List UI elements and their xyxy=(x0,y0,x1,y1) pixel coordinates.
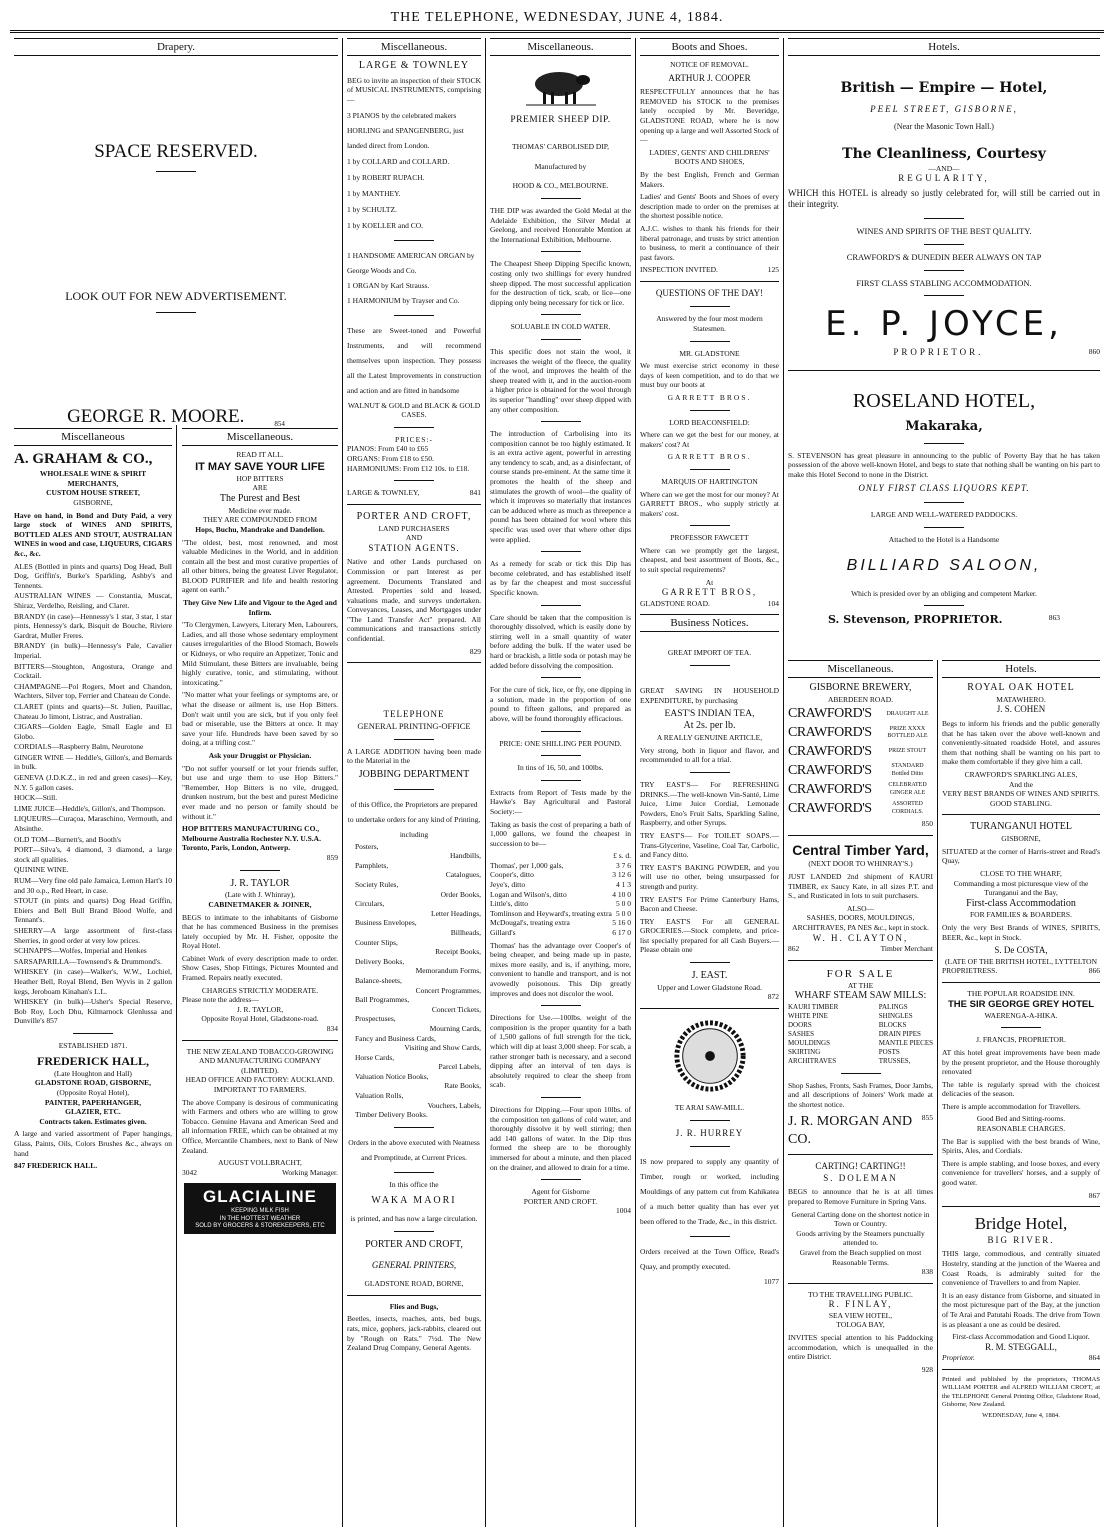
table-cell: 3 7 6 xyxy=(616,860,631,870)
list-item: SARSAPARILLA—Townsend's & Drummond's. xyxy=(14,956,162,966)
list-item: Counter Slips, xyxy=(355,937,398,947)
list-item: SASHES xyxy=(788,1030,815,1038)
large-townley-column: Miscellaneous. LARGE & TOWNLEY BEG to invite an inspection of their STOCK of MUSICAL INSTRUMENTS, comprising— 3 PIANOS by the celebrated makers HORLING and SPANGENBERG, just landed direct from London. 1 by COLLARD and COLLARD. 1 by ROBERT RUPACH. 1 by MANTHEY. 1 by SCHULTZ. 1 by KOELLER and CO. 1 HANDSOME AMERICAN ORGAN by George Woods and Co. 1 ORGAN by Karl Strauss. 1 HARMONIUM by Trayser and Co. These are Sweet-toned and Powerful Instruments, and will recommend themselves upon inspection. They possess all the Latest Improvements in construction and action and are fitted in handsome WALNUT & GOLD and BLACK & GOLD CASES. PRICES:- PIANOS: From £40 to £65 ORGANS: From £18 to £50. HARMONIUMS: From £12 10s. to £18. LARGE & TOWNLEY, 841 PORTER AND CROFT, LAND PURCHASERS AND STATION AGENTS. Native and other Lands purchased on Commission or part Interest as per agreement. Documents Translated and Attested. Properties sold and leased, valuations made, and surveys undertaken. Conveyances, Leases, and Mortgages under "The Land Transfer Act" prepared. All communications and transactions strictly confidential. 829 TELEPHONE GENERAL PRINTING-OFFICE A LARGE ADDITION having been made to the Material in the JOBBING DEPARTMENT of this Office, the Proprietors are prepared to undertake orders for any kind of Printing, including Posters, Handbills, Pamphlets, Catalogues, Society Rules, Order Books, Circulars, Letter Headings, Business Envelopes, Billheads, Counter Slips, Receipt Books, Delivery Books, Memorandum Forms, Balance-sheets, Concert Programmes, Ball Programmes, Concert Tickets, Prospectuses, Mourning Cards, Fancy and Business Cards, Visiting and Show Cards, Horse Cards, Parcel Labels, Valuation Notice Books, Rate Books, Valuation Rolls, Vouchers, Labels, Timber Delivery Books. Orders in the above executed with Neatness and Promptitude, at Current Prices. In this office the WAKA MAORI is printed, and has now a large circulation. PORTER AND CROFT, GENERAL PRINTERS, GLADSTONE ROAD, BORNE, Flies and Bugs, Beetles, insects, roaches, ants, bed bugs, rats, mice, gophers, jack-rabbits, cleared out by "Rough on Rats." 7½d. The New Zealand Drug Company, General Agents. xyxy=(343,38,485,1528)
list-item: Mourning Cards, xyxy=(429,1023,481,1033)
list-item: Concert Programmes, xyxy=(415,985,481,995)
graham-title: A. GRAHAM & CO., xyxy=(14,451,153,468)
list-item: DOORS xyxy=(788,1021,812,1030)
list-item: Ball Programmes, xyxy=(355,995,410,1005)
brew-name: CRAWFORD'S xyxy=(788,744,872,760)
table-cell: 4 10 0 xyxy=(612,889,631,899)
list-item: SHINGLES xyxy=(878,1012,913,1021)
list-item: 1 by KOELLER and CO. xyxy=(347,220,424,230)
list-item: MOULDINGS xyxy=(788,1038,830,1047)
section-header: Drapery. xyxy=(14,38,338,56)
list-item: Handbills, xyxy=(449,851,481,861)
list-item: Circulars, xyxy=(355,899,385,909)
brew-type: PRIZE STOUT xyxy=(888,748,927,755)
list-item: BITTERS—Stoughton, Angostura, Orange and Cocktail. xyxy=(14,661,172,681)
list-item: Business Envelopes, xyxy=(355,918,417,928)
table-row xyxy=(490,851,631,861)
table-row xyxy=(490,909,631,919)
table-cell: McDougal's, treating extra xyxy=(490,918,570,928)
brew-name: CRAWFORD'S xyxy=(788,706,872,722)
list-item: Visiting and Show Cards, xyxy=(404,1043,481,1053)
list-item: LIME JUICE—Heddle's, Gillon's, and Thompson. xyxy=(14,803,166,813)
brew-name: CRAWFORD'S xyxy=(788,725,872,741)
table-row xyxy=(490,928,631,938)
boots-column: Boots and Shoes. NOTICE OF REMOVAL. ARTHUR J. COOPER RESPECTFULLY announces that he has REMOVED his STOCK to the premises lately occupied by Mr. Beveridge, GLADSTONE ROAD, where he is now opening up a large and well Assorted Stock of— LADIES', GENTS' AND CHILDRENS' BOOTS AND SHOES, By the best English, French and German Makers. Ladies' and Gents' Boots and Shoes of every description made to order on the premises at the shortest possible notice. A.J.C. wishes to thank his friends for their liberal patronage, and trusts by strict attention to business, to merit a continuance of their past favors. INSPECTION INVITED. 125 QUESTIONS OF THE DAY! Answered by the four most modern Statesmen. MR. GLADSTONE We must exercise strict economy in these days of keen competition, and to do that we must buy our boots at GARRETT BROS. LORD BEACONSFIELD: Where can we get the best for our money, at makers' cost? At GARRETT BROS. MARQUIS OF HARTINGTON Where can we get the most for our money? At GARRETT BROS., who supply strictly at makers' cost. PROFESSOR FAWCETT Where can we promptly get the largest, cheapest, and best assortment of Boots, &c., to suit special requirements? At GARRETT BROS, GLADSTONE ROAD. 104 Business Notices. GREAT IMPORT OF TEA. GREAT SAVING IN HOUSEHOLD EXPENDITURE, by purchasing EAST'S INDIAN TEA, At 2s. per lb. A REALLY GENUINE ARTICLE, Very strong, both in liquor and flavor, and recommended to all for a trial. TRY EAST'S— For REFRESHING DRINKS.—The well-known Vin-Santé, Lime Juice, Lime Juice Cordial, Lemonade Powders, Eno's Fruit Salts, Sparkling Saline, Raspberry, and other Syrups. TRY EAST'S— For TOILET SOAPS.—Trans-Glycerine, Vaseline, Coal Tar, Carbolic, and Fancy ditto. TRY EAST'S BAKING POWDER, and you will use no other, being unsurpassed for strength and purity. TRY EAST'S For Prime Canterbury Hams, Bacon and Cheese. TRY EAST'S For all GENERAL GROCERIES.—Stock complete, and price-list specially prepared for all Cash Buyers.—Please obtain one J. EAST. Upper and Lower Gladstone Road. 872 TE ARAI SAW-MILL. J. R. HURREY IS now prepared to supply any quantity of Timber, rough or worked, including Mouldings of any pattern cut from Kahikatea of a much better quality than has ever yet been offered to the Trade, &c., in this district. Orders received at the Town Office, Read's Quay, and promptly executed. 1077 xyxy=(636,38,783,1528)
drapery-section: Drapery. SPACE RESERVED. LOOK OUT FOR NEW ADVERTISEMENT. GEORGE R. MOORE. 854 xyxy=(10,38,342,423)
hop-bitters-column: Miscellaneous. READ IT ALL. IT MAY SAVE YOUR LIFE HOP BITTERS ARE The Purest and Best Medicine ever made. THEY ARE COMPOUNDED FROM Hops, Buchu, Mandrake and Dandelion. "The oldest, best, most renowned, and most valuable Medicines in the World, and in addition contain all the best and most curative properties of all other bitters, being the greatest Liver Regulator, BLOOD PURIFIER and life and health restoring agent on earth." They Give New Life and Vigour to the Aged and Infirm. "To Clergymen, Lawyers, Literary Men, Labourers, Ladies, and all those whose sedentary employment causes irregularities of the Blood Stomach, Bowels or Kidneys, or who require an Appetizer, Tonic and Mild Stimulant, these Bitters are invaluable, being highly curative, tonic, and stimulating, without intoxicating." "No matter what your feelings or symptoms are, or what the disease or ailment is, use Hop Bitters. Don't wait until you are sick, but if you only feel bad or miserable, use the Bitters at once. It may save your life. Hundreds have been saved by so doing, at a trifling cost." Ask your Druggist or Physician. "Do not suffer yourself or let your friends suffer, but use and urge them to use Hop Bitters." "Remember, Hop Bitters is no vile, drugged, drunken nostrum, but the best and purest Medicine ever made and no person or family should be without it." HOP BITTERS MANUFACTURING CO., Melbourne Australia Rochester N.Y. U.S.A. Toronto, Paris, London, Antwerp. 859 J. R. TAYLOR (Late with J. Whinray), CABINETMAKER & JOINER, BEGS to intimate to the inhabitants of Gisborne that he has commenced Business in the premises lately occupied by Mr. H. Fisher, opposite the Royal Hotel. Cabinet Work of every description made to order. Show Cases, Shop Fittings, Pictures Mounted and Framed. Repairs neatly executed. CHARGES STRICTLY MODERATE. Please note the address— J. R. TAYLOR, Opposite Royal Hotel, Gladstone-road. 834 THE NEW ZEALAND TOBACCO-GROWING AND MANUFACTURING COMPANY (LIMITED). HEAD OFFICE AND FACTORY: AUCKLAND. IMPORTANT TO FARMERS. The above Company is desirous of communicating with Farmers and others who are willing to grow Tobacco. Genuine Havana and American Seed and all information FREE, which can be obtained at my Office, Mercantile Chambers, next to Bank of New Zealand. AUGUST VOLLBRACHT, 3042 Working Manager. GLACIALINE KEEPING MILK FISH IN THE HOTTEST WEATHER SOLD BY GROCERS & STOREKEEPERS, ETC xyxy=(178,428,342,1528)
list-item: 1 by MANTHEY. xyxy=(347,188,401,198)
list-item: Valuation Notice Books, xyxy=(355,1071,429,1081)
hop-title: IT MAY SAVE YOUR LIFE xyxy=(195,460,325,473)
list-item: WHISKEY (in bulk)—Usher's Special Reserve, Bob Roy, Loch Dhu, Kilmarnock Glenlussa and Dunville's 857 xyxy=(14,997,172,1026)
list-item xyxy=(788,781,933,799)
list-item: STOUT (in pints and quarts) Dog Head Griffin, Ebiers and Bell Bull Brand Blood Wolfe, and Tennant's. xyxy=(14,896,172,925)
list-item: CHAMPAGNE—Pol Rogers, Moet and Chandon, Wachters, Silver top, Ferrier and Chateau de Conde. xyxy=(14,681,172,701)
list-item: KAURI TIMBER xyxy=(788,1003,839,1012)
list-item: HOCK—Still. xyxy=(14,793,58,803)
graham-items xyxy=(14,562,172,1026)
list-item: Receipt Books, xyxy=(435,947,481,957)
list-item: Letter Headings, xyxy=(431,908,481,918)
list-item: Prospectuses, xyxy=(355,1014,396,1024)
table-row xyxy=(490,890,631,900)
hotels-lower-column: Hotels. ROYAL OAK HOTEL MATAWHERO. J. S. COHEN Begs to inform his friends and the public generally that he has taken over the above well-known and conveniently-situated roadside Hotel, and assures them that nothing shall be wanting on his part to make them comfortable if they give him a call. CRAWFORD'S SPARKLING ALES, And the VERY BEST BRANDS OF WINES AND SPIRITS. GOOD STABLING. TURANGANUI HOTEL GISBORNE, SITUATED at the corner of Harris-street and Read's Quay, CLOSE TO THE WHARF, Commanding a most picturesque view of the Turanganui and the Bay, First-class Accommodation FOR FAMILIES & BOARDERS. Only the very Best Brands of WINES, SPIRITS, BEER, &c., kept in Stock. S. De COSTA, (LATE OF THE BRITISH HOTEL, LYTTELTON PROPRIETRESS. 866 THE POPULAR ROADSIDE INN. THE SIR GEORGE GREY HOTEL WAERENGA-A-HIKA. J. FRANCIS, PROPRIETOR. AT this hotel great improvements have been made by the present proprietor, and the House thoroughly renovated The table is regularly spread with the choicest delicacies of the season. There is ample accommodation for Travellers. Good Bed and Sitting-rooms. REASONABLE CHARGES. The Bar is supplied with the best brands of Wine, Spirits, Ales, and Cordials. There is ample stabling, and loose boxes, and every convenience for travellers' horses, and a supply of good water. 867 Bridge Hotel, BIG RIVER. THIS large, commodious, and centrally situated Hostelry, standing at the junction of the Waerea and Coast Roads, is admirably suited for the convenience of Travellers to and from Napier. It is an easy distance from Gisborne, and situated in the most picturesque part of the Bay, at the junction of Te Arai and Patutahi Roads. The drive from Town is as pleasant a one as could be desired. First-class Accommodation and Good Liquor. R. M. STEGGALL, Proprietor. 864 Printed and published by the proprietors, THOMAS WILLIAM PORTER and ALFRED WILLIAM CROFT, at the TELEPHONE General Printing Office, Gladstone Road, Gisborne, New Zealand. WEDNESDAY, June 4, 1884. xyxy=(938,660,1104,1528)
list-item: TRY EAST'S For Prime Canterbury Hams, Bacon and Cheese. xyxy=(640,894,779,914)
list-item: DRAIN PIPES xyxy=(878,1030,921,1038)
list-item: Horse Cards, xyxy=(355,1052,395,1062)
list-item: BRANDY (in bulk)—Hennessy's Pale, Cavalier Imperial. xyxy=(14,641,172,660)
table-cell: 5 16 0 xyxy=(612,918,631,928)
sheep-illustration xyxy=(521,62,601,108)
list-item: CLARET (pints and quarts)—St. Julien, Pauillac, Chateau Jo limont, Listrac, and Australian. xyxy=(14,701,172,721)
list-item: BLOCKS xyxy=(878,1021,907,1030)
list-item: TRY EAST'S— For TOILET SOAPS.—Trans-Glycerine, Vaseline, Coal Tar, Carbolic, and Fancy ditto. xyxy=(640,830,779,860)
brew-type: DRAUGHT ALE xyxy=(886,710,929,717)
table-cell: 5 0 0 xyxy=(616,899,631,909)
list-item: WHISKEY (in case)—Walker's, W.W., Lochiel, Heather Bell, Royal Blend, Ben Wyvis in 2 gallon kegs, Jeroboam Kinahan's L.L. xyxy=(14,967,172,996)
list-item: SHERRY—A large assortment of first-class Sherries, in good order at very low prices. xyxy=(14,925,172,945)
table-row xyxy=(490,870,631,880)
list-item: AUSTRALIAN WINES — Constantia, Muscat, Shiraz, Verdelho, Reisling, and Claret. xyxy=(14,591,172,610)
list-item: QUININE WINE. xyxy=(14,865,69,875)
list-item: TRY EAST'S For all GENERAL GROCERIES.—Stock complete, and price-list specially prepared for all Cash Buyers.—Please obtain one xyxy=(640,916,779,955)
brew-name: CRAWFORD'S xyxy=(788,801,872,816)
list-item: Vouchers, Labels, xyxy=(427,1100,481,1110)
brew-type: ASSORTED CORDIALS. xyxy=(891,801,924,815)
table-cell: 4 1 3 xyxy=(616,880,631,890)
list-item: GINGER WINE — Heddle's, Gillon's, and Bernards in bulk. xyxy=(14,752,172,772)
roseland-hotel: ROSELAND HOTEL, xyxy=(852,390,1036,413)
list-item: Posters, xyxy=(355,841,379,851)
brew-type: STANDARD Bottled Ditto xyxy=(891,763,924,778)
list-item: Rate Books, xyxy=(444,1081,481,1091)
list-item: 1 by SCHULTZ. xyxy=(347,204,397,214)
list-item: Parcel Labels, xyxy=(438,1062,481,1072)
brew-type: CELEBRATED GINGER ALE xyxy=(888,782,927,797)
table-cell: 6 17 0 xyxy=(612,928,631,938)
list-item: CORDIALS—Raspberry Balm, Neurotone xyxy=(14,742,144,752)
saw-blade-illustration xyxy=(671,1017,749,1095)
list-item: Pamphlets, xyxy=(355,860,389,870)
masthead-rule xyxy=(10,30,1104,33)
list-item xyxy=(788,705,933,723)
graham-ad: Miscellaneous A. GRAHAM & CO., WHOLESALE WINE & SPIRIT MERCHANTS, CUSTOM HOUSE STREET, GISBORNE, Have on hand, in Bond and Duty Paid, a very large stock of WINES AND SPIRITS, BOTTLED ALES AND STOUT, AUSTRALIAN WINES in wood and case, LIQUEURS, CIGARS &c., &c. ALES (Bottled in pints and quarts) Dog Head, Bull Dog, Griffin's, Burke's Sparkling, Ashby's and Tennents. AUSTRALIAN WINES — Constantia, Muscat, Shiraz, Verdelho, Reisling, and Claret. BRANDY (in case)—Hennessy's 1 star, 3 star, 1 star pints, Hennessy's dark, Bisquit de Bouche, Riviere Gardrat, Muller Freres. BRANDY (in bulk)—Hennessy's Pale, Cavalier Imperial. BITTERS—Stoughton, Angostura, Orange and Cocktail. CHAMPAGNE—Pol Rogers, Moet and Chandon, Wachters, Silver top, Ferrier and Chateau de Conde. CLARET (pints and quarts)—St. Julien, Pauillac, Chateau Jo limont, Listrac, and Australian. CIGARS—Golden Eagle, Small Eagle and El Globo. CORDIALS—Raspberry Balm, Neurotone GINGER WINE — Heddle's, Gillon's, and Bernards in bulk. GENEVA (J.D.K.Z., in red and green cases)—Key, N.Y. 5 gallon cases. HOCK—Still. LIME JUICE—Heddle's, Gillon's, and Thompson. LIQUEURS—Curaçoa, Maraschino, Vermouth, and Absinthe. OLD TOM—Burnett's, and Booth's PORT—Silva's, 4 diamond, 3 diamond, a large stock all qualities. QUININE WINE. RUM—Very fine old pale Jamaica, Lemon Hart's 10 and 30 o.p., Red Heart, in case. STOUT (in pints and quarts) Dog Head Griffin, Ebiers and Bell Bull Brand Blood Wolfe, and Tennant's. SHERRY—A large assortment of first-class Sherries, in good order at very low prices. SCHNAPPS—Wolfes, Imperial and Henkes SARSAPARILLA—Townsend's & Drummond's. WHISKEY (in case)—Walker's, W.W., Lochiel, Heather Bell, Royal Blend, Ben Wyvis in 2 gallon kegs, Jeroboam Kinahan's L.L. WHISKEY (in bulk)—Usher's Special Reserve, Bob Roy, Loch Dhu, Kilmarnock Glenlussa and Dunville's 857 ESTABLISHED 1871. FREDERICK HALL, (Late Houghton and Hall) GLADSTONE ROAD, GISBORNE, (Opposite Royal Hotel), PAINTER, PAPERHANGER, GLAZIER, ETC. Contracts taken. Estimates given. A large and varied assortment of Paper hangings, Glass, Paints, Oils, Colors Brushes &c., always on hand 847 FREDERICK HALL. xyxy=(10,428,176,1528)
table-row xyxy=(490,899,631,909)
hotels-section: Hotels. British — Empire — Hotel, PEEL STREET, GISBORNE, (Near the Masonic Town Hall.) The Cleanliness, Courtesy —AND— REGULARITY, WHICH this HOTEL is already so justly celebrated for, will still be carried out in their integrity. WINES AND SPIRITS OF THE BEST QUALITY. CRAWFORD'S & DUNEDIN BEER ALWAYS ON TAP FIRST CLASS STABLING ACCOMMODATION. E. P. JOYCE, PROPRIETOR. 860 ROSELAND HOTEL, Makaraka, S. STEVENSON has great pleasure in announcing to the public of Poverty Bay that he has taken possession of the above well-known Hotel, and begs to state that nothing shall be wanting on his part to make this Hotel Second to none in the District. ONLY FIRST CLASS LIQUORS KEPT. LARGE AND WELL-WATERED PADDOCKS. Attached to the Hotel is a Handsome BILLIARD SALOON, Which is presided over by an obliging and competent Marker. S. Stevenson, PROPRIETOR. 863 xyxy=(784,38,1104,658)
table-cell: Cooper's, ditto xyxy=(490,870,534,880)
list-item: Memorandum Forms, xyxy=(415,966,481,976)
list-item: RUM—Very fine old pale Jamaica, Lemon Hart's 10 and 30 o.p., Red Heart, in case. xyxy=(14,876,172,895)
list-item: POSTS xyxy=(878,1047,900,1056)
table-cell: Thomas', per 1,000 gals, xyxy=(490,860,564,870)
list-item: LIQUEURS—Curaçoa, Maraschino, Vermouth, and Absinthe. xyxy=(14,814,172,834)
masthead: THE TELEPHONE, WEDNESDAY, JUNE 4, 1884. xyxy=(390,10,724,25)
list-item: Valuation Rolls, xyxy=(355,1091,404,1101)
list-item: Timber Delivery Books. xyxy=(355,1110,428,1120)
table-cell: £ s. d. xyxy=(613,851,631,861)
list-item: 1 by ROBERT RUPACH. xyxy=(347,172,425,182)
list-item: Order Books, xyxy=(440,889,481,899)
list-item: 1 by COLLARD and COLLARD. xyxy=(347,156,450,166)
list-item: Delivery Books, xyxy=(355,956,405,966)
list-item: Fancy and Business Cards, xyxy=(355,1033,436,1043)
list-item: PALINGS xyxy=(878,1003,908,1012)
list-item xyxy=(788,724,933,742)
list-item: 3 PIANOS by the celebrated makers HORLING and SPANGENBERG, just landed direct from London. xyxy=(347,110,464,150)
list-item: MANTLE PIECES xyxy=(878,1038,933,1047)
list-item: Catalogues, xyxy=(445,870,481,880)
ep-joyce: E. P. JOYCE, xyxy=(825,304,1063,345)
glacialine-ad: GLACIALINE KEEPING MILK FISH IN THE HOTTEST WEATHER SOLD BY GROCERS & STOREKEEPERS, ETC xyxy=(184,1183,336,1234)
table-cell: Gillard's xyxy=(490,928,516,938)
brewery-column: Miscellaneous. GISBORNE BREWERY, ABERDEEN ROAD. CRAWFORD'S DRAUGHT ALE CRAWFORD'S PRIZE XXXX BOTTLED ALE CRAWFORD'S PRIZE STOUT CRAWFORD'S STANDARD Bottled Ditto CRAWFORD'S CELEBRATED GINGER ALE CRAWFORD'S ASSORTED CORDIALS. 850 Central Timber Yard, (NEXT DOOR TO WHINRAY'S.) JUST LANDED 2nd shipment of KAURI TIMBER, ex Saucy Kate, in all sizes P.T. and S., and Rusticated in lots to suit purchasers. ALSO— SASHES, DOORS, MOULDINGS, ARCHITRAVES, PA NES &c., kept in stock. W. H. CLAYTON, 862 Timber Merchant FOR SALE AT THE WHARF STEAM SAW MILLS: KAURI TIMBER WHITE PINE DOORS SASHES MOULDINGS SKIRTING ARCHITRAVES PALINGS SHINGLES BLOCKS DRAIN PIPES MANTLE PIECES POSTS TRUSSES, Shop Sashes, Fronts, Sash Frames, Door Jambs, and all descriptions of Joiners' Work made at the shortest notice. J. R. MORGAN AND CO. 855 CARTING! CARTING!! S. DOLEMAN BEGS to announce that he is at all times prepared to Remove Furniture in Spring Vans. General Carting done on the shortest notice in Town or Country. Goods arriving by the Steamers punctually attended to. Gravel from the Beach supplied on most Reasonable Terms. 838 TO THE TRAVELLING PUBLIC. R. FINLAY, SEA VIEW HOTEL, TOLOGA BAY, INVITES special attention to his Paddocking accommodation, which is unequalled in the entire District. 928 xyxy=(784,660,937,1528)
table-cell: Jeye's, ditto xyxy=(490,880,526,890)
list-item: OLD TOM—Burnett's, and Booth's xyxy=(14,834,122,844)
lookout-notice: LOOK OUT FOR NEW ADVERTISEMENT. xyxy=(65,289,287,304)
list-item: WHITE PINE xyxy=(788,1012,828,1021)
space-reserved: SPACE RESERVED. xyxy=(94,141,258,163)
list-item: BRANDY (in case)—Hennessy's 1 star, 3 star, 1 star pints, Hennessy's dark, Bisquit de Bouche, Riviere Gardrat, Muller Freres. xyxy=(14,611,172,640)
list-item: Concert Tickets, xyxy=(431,1004,481,1014)
brew-type: PRIZE XXXX BOTTLED ALE xyxy=(887,725,928,740)
list-item: Balance-sheets, xyxy=(355,975,402,985)
table-cell: Little's, ditto xyxy=(490,899,529,909)
table-row xyxy=(490,861,631,871)
george-moore: GEORGE R. MOORE. xyxy=(67,405,245,427)
table-cell: Logan and Wilson's, ditto xyxy=(490,889,567,899)
table-row xyxy=(490,880,631,890)
list-item: GENEVA (J.D.K.Z., in red and green cases)—Key, N.Y. 5 gallon cases. xyxy=(14,773,172,792)
list-item: TRY EAST'S BAKING POWDER, and you will use no other, being unsurpassed for strength and purity. xyxy=(640,862,779,891)
british-empire-hotel: British — Empire — Hotel, xyxy=(840,80,1048,97)
premier-sheep-dip: PREMIER SHEEP DIP. xyxy=(510,115,611,126)
list-item: CIGARS—Golden Eagle, Small Eagle and El Globo. xyxy=(14,722,172,741)
list-item xyxy=(788,762,933,780)
list-item: Society Rules, xyxy=(355,880,399,889)
table-row xyxy=(490,918,631,928)
brew-name: CRAWFORD'S xyxy=(788,763,872,779)
table-cell: 5 0 0 xyxy=(616,908,631,918)
list-item: ALES (Bottled in pints and quarts) Dog Head, Bull Dog, Griffin's, Burke's Sparkling, Ashby's and Tennents. xyxy=(14,561,172,590)
list-item: Billheads, xyxy=(450,927,481,937)
brew-name: CRAWFORD'S xyxy=(788,782,872,798)
list-item: TRY EAST'S— For REFRESHING DRINKS.—The well-known Vin-Santé, Lime Juice, Lime Juice Cordial, Lemonade Powders, Eno's Fruit Salts, Sparkling Saline, Raspberry, and other Syrups. xyxy=(640,779,779,828)
list-item: TRUSSES, xyxy=(878,1056,911,1065)
list-item: SKIRTING xyxy=(788,1047,821,1056)
list-item: ARCHITRAVES xyxy=(788,1056,837,1065)
list-item: SCHNAPPS—Wolfes, Imperial and Henkes xyxy=(14,946,147,956)
list-item xyxy=(788,800,933,818)
table-cell: 3 12 6 xyxy=(612,870,631,880)
list-item xyxy=(788,743,933,761)
table-cell: Tomlinson and Heyward's, treating extra xyxy=(490,908,612,918)
list-item: PORT—Silva's, 4 diamond, 3 diamond, a large stock all qualities. xyxy=(14,845,172,864)
sheep-dip-column: Miscellaneous. PREMIER SHEEP DIP. THOMAS' CARBOLISED DIP, Manufactured by HOOD & CO., MELBOURNE. THE DIP was awarded the Gold Medal at the Adelaide Exhibition, the Silver Medal at Geelong, and received Honorable Mention at the International Exhibition, Melbourne. The Cheapest Sheep Dipping Specific known, costing only two shillings for every hundred sheep dipped. The most successful application for the destruction of tick, scab, or lice—one dipping only being necessary for tick or lice. SOLUABLE IN COLD WATER. This specific does not stain the wool, it increases the weight of the fleece, the quality of the wool, and improves the health of the sheep treated with it, and in the auction-room a higher price is obtained for the wool through its superior "handling" over sheep dipped with any other composition. The introduction of Carbolising into its composition cannot be too highly estimated. It is an extra active agent, powerful in arresting any tendency to scab, and, as a disinfectant, of course stands pre-eminent. At the same time it promotes the health of the sheep and stimulates the growth of wool—the quality of which it improves so materially that instances can be adduced where as much as threepence a pound has been obtained for wool where this specific was used over that where other dips were applied. As a remedy for scab or tick this Dip has become celebrated, and has established itself as by far the cheapest and most successful Specific known. Care should be taken that the composition is thoroughly dissolved, which is easily done by stirring well in a small quantity of water before adding the bulk. If the water used be hard or brackish, a little soda or potash may be added before dissolving the composition. For the cure of tick, lice, or fly, one dipping in a solution, made in the proportion of one pound to fifteen gallons, and prepared as above, will be found thoroughly efficacious. PRICE: ONE SHILLING PER POUND. In tins of 16, 50, and 100lbs. Extracts from Report of Tests made by the Hawke's Bay Agricultural and Pastoral Society:— Taking as basis the cost of preparing a bath of 1,000 gallons, we found the cheapest in succession to be— £ s. d. Thomas', per 1,000 gals, 3 7 6 Cooper's, ditto 3 12 6 Jeye's, ditto 4 1 3 Logan and Wilson's, ditto 4 10 0 Little's, ditto 5 0 0 Tomlinson and Heyward's, treating extra 5 0 0 McDougal's, treating extra 5 16 0 Gillard's 6 17 0 Thomas' has the advantage over Cooper's of being cheaper, and being made up in paste, mixes more easily, and is, if anything, more, convenient to handle and transport, and is not avowedly poisonous. This Dip greatly improves and does not discolor the wool. Directions for Use.—100lbs. weight of the composition is the proper quantity for a bath of 1,500 gallons of full strength for the tick, which will dip at least 3,000 sheep. For scab, a rather stronger bath is necessary, and a second dipping after an interval of ten days is absolutely required to clear the sheep from scab. Directions for Dipping.—Four upon 10lbs. of the composition ten gallons of cold water, and thoroughly dissolve it by well stirring; then add 140 gallons of water. In the Dip thus formed the sheep are to be thoroughly immersed for about a minute, and then placed on the drainer, and allowed to drain for a time. Agent for Gisborne PORTER AND CROFT. 1004 xyxy=(486,38,635,1528)
dip-cost-table xyxy=(490,851,631,937)
